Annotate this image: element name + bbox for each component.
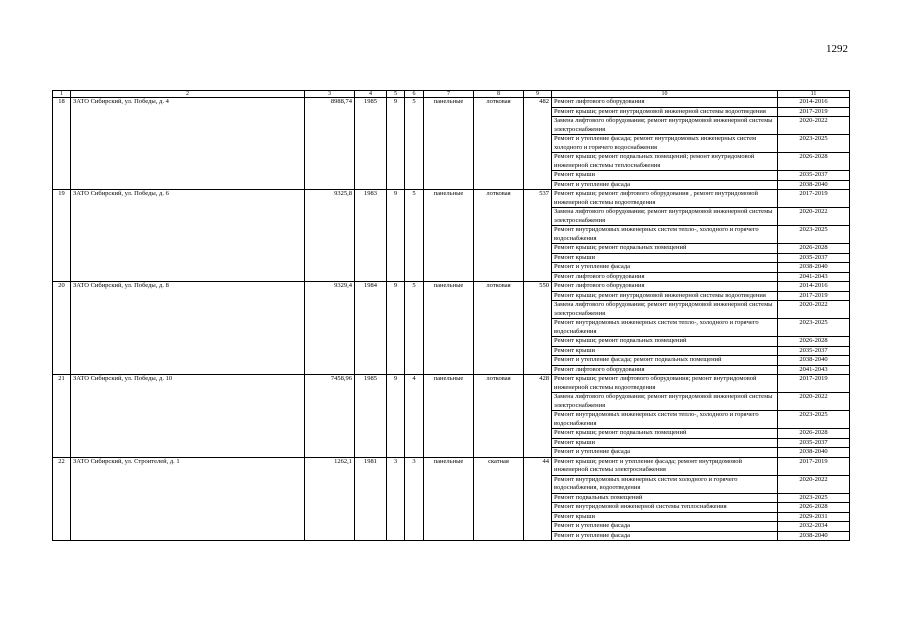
repair-period: 2020-2022 — [778, 117, 850, 135]
column-header: 5 — [387, 91, 405, 98]
repair-period: 2041-2043 — [778, 272, 850, 282]
repair-period: 2026-2028 — [778, 503, 850, 513]
roof-type: лотковая — [474, 98, 524, 190]
repair-work: Ремонт крыши — [552, 438, 778, 448]
repair-work: Ремонт внутридомовых инженерных систем тепло-, холодного и горячего водоснабжения — [552, 411, 778, 429]
residents-count: 537 — [524, 190, 552, 282]
repair-work: Ремонт крыши — [552, 171, 778, 181]
repair-period: 2035-2037 — [778, 253, 850, 263]
page-number: 1292 — [826, 43, 848, 55]
repair-period: 2041-2043 — [778, 365, 850, 375]
repair-period: 2038-2040 — [778, 180, 850, 190]
roof-type: лотковая — [474, 375, 524, 458]
repair-work: Ремонт крыши; ремонт внутридомовой инженерной системы водоотведения — [552, 107, 778, 117]
column-header: 8 — [474, 91, 524, 98]
repair-period: 2038-2040 — [778, 531, 850, 541]
table-row — [53, 282, 850, 292]
repair-work: Ремонт и утепление фасада — [552, 531, 778, 541]
building-number: 21 — [53, 375, 71, 458]
roof-type: лотковая — [474, 190, 524, 282]
table-row — [53, 457, 850, 475]
repair-work: Ремонт крыши; ремонт внутридомовой инженерной системы водоотведения — [552, 291, 778, 301]
repair-work: Ремонт и утепление фасада — [552, 263, 778, 273]
wall-material: панельные — [424, 98, 474, 190]
housing-repair-table — [52, 90, 850, 541]
repair-work: Замена лифтового оборудования; ремонт внутридомовой инженерной системы электроснабжения — [552, 393, 778, 411]
repair-period: 2017-2019 — [778, 107, 850, 117]
entrances-count: 5 — [405, 282, 424, 375]
repair-period: 2014-2016 — [778, 98, 850, 108]
repair-period: 2020-2022 — [778, 393, 850, 411]
residents-count: 550 — [524, 282, 552, 375]
repair-period: 2026-2028 — [778, 429, 850, 439]
residents-count: 482 — [524, 98, 552, 190]
residents-count: 428 — [524, 375, 552, 458]
repair-period: 2029-2031 — [778, 512, 850, 522]
repair-period: 2023-2025 — [778, 135, 850, 153]
repair-period: 2017-2019 — [778, 291, 850, 301]
roof-type: лотковая — [474, 282, 524, 375]
repair-work: Ремонт лифтового оборудования — [552, 98, 778, 108]
column-header: 9 — [524, 91, 552, 98]
repair-period: 2020-2022 — [778, 208, 850, 226]
building-area: 1262,1 — [305, 457, 355, 541]
column-header: 11 — [778, 91, 850, 98]
building-address: ЗАТО Сибирский, ул. Победы, д. 8 — [71, 282, 305, 375]
column-header: 10 — [552, 91, 778, 98]
construction-year: 1984 — [355, 282, 387, 375]
repair-work: Ремонт крыши — [552, 346, 778, 356]
repair-work: Ремонт крыши; ремонт подвальных помещений — [552, 244, 778, 254]
repair-period: 2020-2022 — [778, 475, 850, 493]
column-header: 4 — [355, 91, 387, 98]
floors-count: 9 — [387, 375, 405, 458]
repair-work: Ремонт крыши — [552, 253, 778, 263]
repair-period: 2017-2019 — [778, 375, 850, 393]
repair-period: 2023-2025 — [778, 319, 850, 337]
repair-work: Ремонт лифтового оборудования — [552, 282, 778, 292]
roof-type: скатная — [474, 457, 524, 541]
repair-period: 2026-2028 — [778, 244, 850, 254]
column-header: 1 — [53, 91, 71, 98]
column-header: 7 — [424, 91, 474, 98]
repair-period: 2026-2028 — [778, 153, 850, 171]
repair-work: Замена лифтового оборудования; ремонт внутридомовой инженерной системы электроснабжения — [552, 117, 778, 135]
building-number: 22 — [53, 457, 71, 541]
repair-period: 2038-2040 — [778, 263, 850, 273]
repair-work: Ремонт крыши; ремонт и утепление фасада; ремонт внутридомовой инженерной системы электроснабжения — [552, 457, 778, 475]
column-number-row — [53, 91, 850, 98]
floors-count: 9 — [387, 282, 405, 375]
repair-work: Ремонт крыши; ремонт подвальных помещений; ремонт внутридомовой инженерной системы теплоснабжения — [552, 153, 778, 171]
repair-work: Ремонт и утепление фасада — [552, 448, 778, 458]
column-header: 2 — [71, 91, 305, 98]
column-header: 3 — [305, 91, 355, 98]
building-number: 19 — [53, 190, 71, 282]
repair-period: 2032-2034 — [778, 522, 850, 532]
table-row — [53, 375, 850, 393]
repair-work: Ремонт и утепление фасада — [552, 180, 778, 190]
wall-material: панельные — [424, 282, 474, 375]
repair-work: Ремонт внутридомовой инженерной системы теплоснабжения — [552, 503, 778, 513]
repair-work: Ремонт и утепление фасада; ремонт внутридомовых инженерных систем холодного и горячего водоснабжения — [552, 135, 778, 153]
repair-work: Ремонт внутридомовых инженерных систем тепло-, холодного и горячего водоснабжения — [552, 319, 778, 337]
repair-period: 2038-2040 — [778, 356, 850, 366]
repair-work: Ремонт крыши; ремонт подвальных помещений — [552, 429, 778, 439]
repair-work: Замена лифтового оборудования; ремонт внутридомовой инженерной системы электроснабжения — [552, 208, 778, 226]
wall-material: панельные — [424, 375, 474, 458]
building-number: 20 — [53, 282, 71, 375]
construction-year: 1985 — [355, 375, 387, 458]
table-row — [53, 98, 850, 108]
repair-work: Ремонт лифтового оборудования — [552, 272, 778, 282]
repair-work: Ремонт крыши; ремонт лифтового оборудования; ремонт внутридомовой инженерной системы водоотведения — [552, 375, 778, 393]
entrances-count: 5 — [405, 190, 424, 282]
repair-work: Ремонт и утепление фасада; ремонт подвальных помещений — [552, 356, 778, 366]
entrances-count: 3 — [405, 457, 424, 541]
repair-period: 2023-2025 — [778, 226, 850, 244]
residents-count: 44 — [524, 457, 552, 541]
wall-material: панельные — [424, 190, 474, 282]
repair-period: 2023-2025 — [778, 411, 850, 429]
repair-work: Ремонт внутридомовых инженерных систем холодного и горячего водоснабжения, водоотведения — [552, 475, 778, 493]
repair-period: 2026-2028 — [778, 337, 850, 347]
repair-work: Ремонт крыши; ремонт подвальных помещений — [552, 337, 778, 347]
repair-work: Ремонт внутридомовых инженерных систем тепло-, холодного и горячего водоснабжения — [552, 226, 778, 244]
building-area: 7458,96 — [305, 375, 355, 458]
building-address: ЗАТО Сибирский, ул. Победы, д. 6 — [71, 190, 305, 282]
construction-year: 1983 — [355, 190, 387, 282]
entrances-count: 4 — [405, 375, 424, 458]
repair-period: 2017-2019 — [778, 457, 850, 475]
floors-count: 9 — [387, 98, 405, 190]
floors-count: 9 — [387, 190, 405, 282]
repair-period: 2020-2022 — [778, 301, 850, 319]
repair-period: 2038-2040 — [778, 448, 850, 458]
construction-year: 1981 — [355, 457, 387, 541]
repair-period: 2035-2037 — [778, 171, 850, 181]
building-area: 9325,8 — [305, 190, 355, 282]
building-address: ЗАТО Сибирский, ул. Победы, д. 4 — [71, 98, 305, 190]
building-address: ЗАТО Сибирский, ул. Строителей, д. 1 — [71, 457, 305, 541]
construction-year: 1985 — [355, 98, 387, 190]
building-area: 8988,74 — [305, 98, 355, 190]
repair-work: Ремонт крыши — [552, 512, 778, 522]
repair-work: Ремонт крыши; ремонт лифтового оборудования , ремонт внутридомовой инженерной системы водоотведения — [552, 190, 778, 208]
repair-period: 2017-2019 — [778, 190, 850, 208]
wall-material: панельные — [424, 457, 474, 541]
repair-period: 2035-2037 — [778, 438, 850, 448]
table-row — [53, 190, 850, 208]
repair-work: Ремонт лифтового оборудования — [552, 365, 778, 375]
repair-work: Ремонт и утепление фасада — [552, 522, 778, 532]
floors-count: 3 — [387, 457, 405, 541]
repair-work: Ремонт подвальных помещений — [552, 493, 778, 503]
entrances-count: 5 — [405, 98, 424, 190]
column-header: 6 — [405, 91, 424, 98]
building-number: 18 — [53, 98, 71, 190]
repair-period: 2035-2037 — [778, 346, 850, 356]
repair-period: 2023-2025 — [778, 493, 850, 503]
repair-work: Замена лифтового оборудования; ремонт внутридомовой инженерной системы электроснабжения — [552, 301, 778, 319]
repair-period: 2014-2016 — [778, 282, 850, 292]
building-area: 9329,4 — [305, 282, 355, 375]
building-address: ЗАТО Сибирский, ул. Победы, д. 10 — [71, 375, 305, 458]
